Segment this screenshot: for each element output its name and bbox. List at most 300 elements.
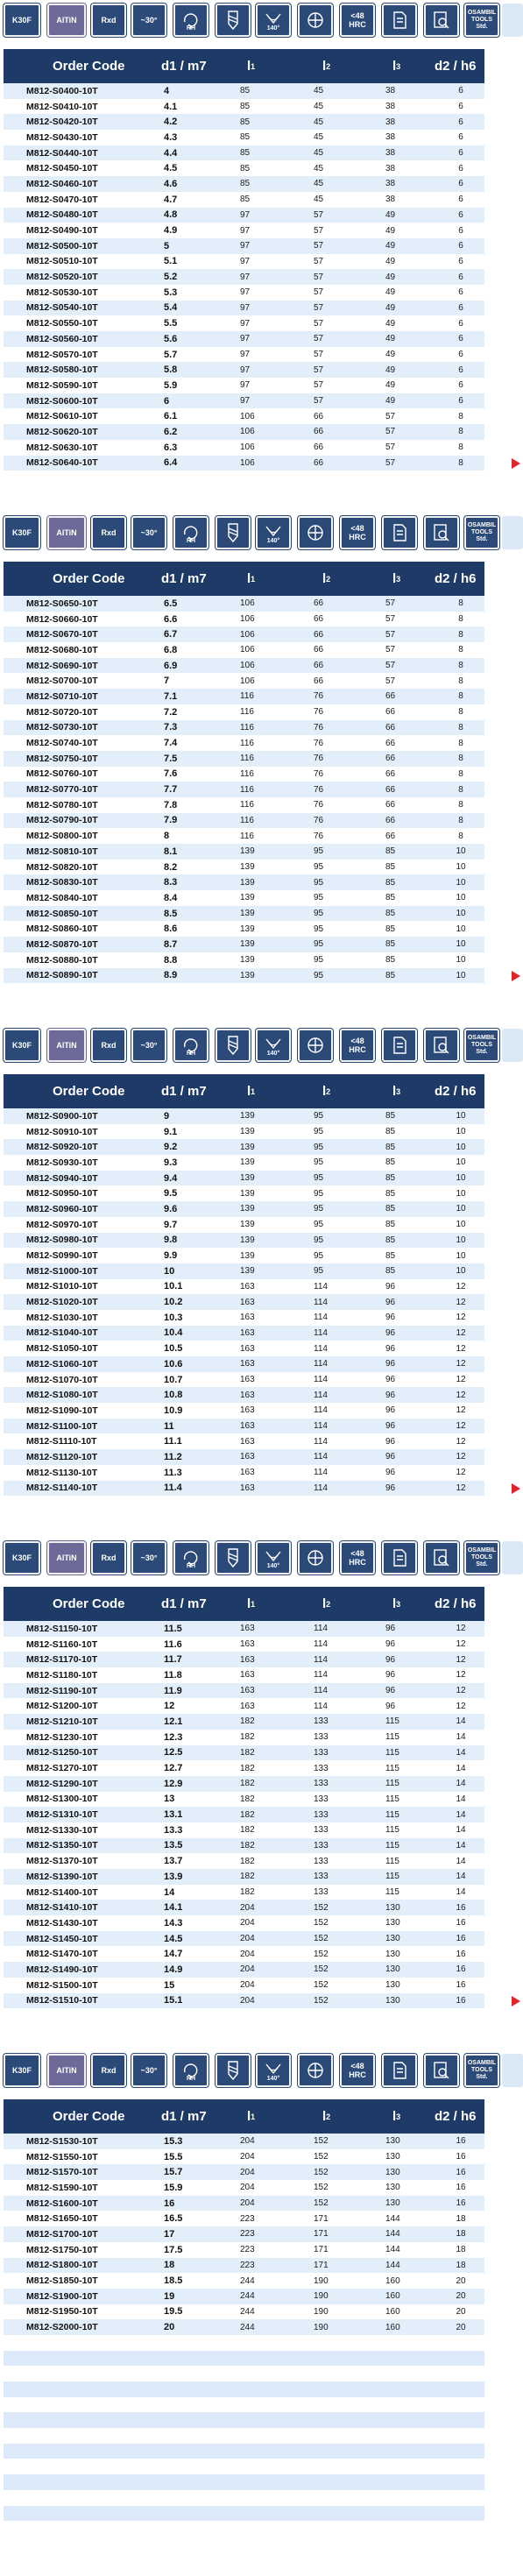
drill-glyph-icon [222, 9, 244, 32]
order-code-cell: M812-S1700-10T [26, 2228, 98, 2240]
d2-cell: 14 [456, 1763, 466, 1773]
table-row [4, 2242, 484, 2258]
d2-cell: 10 [456, 909, 466, 919]
table-row [4, 658, 484, 674]
right-hand-icon-label: RH [186, 1563, 196, 1569]
order-code-cell: M812-S1450-10T [26, 1933, 98, 1944]
l1-cell: 97 [240, 256, 251, 266]
l1-cell: 139 [240, 1157, 255, 1168]
d2-cell: 10 [456, 1235, 466, 1245]
table-row [4, 1279, 484, 1295]
d1-cell: 10.2 [164, 1297, 183, 1308]
l1-cell: 163 [240, 1343, 255, 1354]
table-row [4, 1326, 484, 1341]
order-code-cell: M812-S0620-10T [26, 426, 98, 437]
d2-cell: 16 [456, 1949, 466, 1959]
order-code-cell: M812-S0630-10T [26, 442, 98, 453]
order-code-cell: M812-S0690-10T [26, 660, 98, 671]
material-k30f-badge [4, 516, 40, 549]
d2-cell: 10 [456, 846, 466, 857]
table-row [4, 99, 484, 115]
document-icon [382, 4, 417, 37]
l1-cell: 139 [240, 1127, 255, 1137]
l3-cell: 85 [385, 862, 396, 873]
l2-cell: 133 [314, 1840, 329, 1851]
order-code-cell: M812-S1510-10T [26, 1995, 98, 2006]
table-row [4, 1263, 484, 1279]
l3-cell: 38 [385, 163, 396, 173]
l1-cell: 106 [240, 661, 255, 671]
right-hand-icon-label: RH [186, 2076, 196, 2082]
d2-cell: 10 [456, 893, 466, 903]
table-row [4, 828, 484, 844]
d2-cell: 6 [458, 380, 463, 391]
l3-cell: 115 [385, 1747, 399, 1758]
table-row [4, 1931, 484, 1947]
order-code-cell: M812-S0880-10T [26, 954, 98, 966]
l2-cell: 190 [314, 2306, 329, 2317]
d1-cell: 6.5 [164, 598, 178, 609]
inspection-icon [424, 1541, 459, 1575]
order-code-cell: M812-S0400-10T [26, 85, 98, 96]
inspection-icon [424, 516, 459, 549]
catalog-section [0, 2050, 523, 2563]
order-code-cell: M812-S0870-10T [26, 938, 98, 950]
l3-cell: 49 [385, 350, 396, 360]
d1-cell: 11.9 [164, 1685, 182, 1696]
d1-cell: 11.4 [164, 1483, 182, 1494]
d2-cell: 10 [456, 1111, 466, 1122]
header-l1: l 1 [247, 59, 256, 74]
hardness-badge [340, 2054, 375, 2087]
order-code-cell: M812-S0410-10T [26, 101, 98, 112]
l1-cell: 106 [240, 629, 255, 640]
order-code-cell: M812-S0860-10T [26, 924, 98, 935]
table-row [4, 192, 484, 208]
l3-cell: 85 [385, 939, 396, 950]
order-code-cell: M812-S1600-10T [26, 2197, 98, 2209]
order-code-cell: M812-S0970-10T [26, 1219, 98, 1230]
l2-cell: 95 [314, 1127, 324, 1137]
l1-cell: 182 [240, 1872, 255, 1882]
l3-cell: 130 [385, 2167, 400, 2177]
header-l3: l 3 [392, 2109, 401, 2124]
table-header [4, 562, 484, 596]
d1-cell: 9.8 [164, 1235, 178, 1246]
table-row [4, 1419, 484, 1434]
l1-cell: 85 [240, 179, 251, 189]
l2-cell: 66 [314, 427, 324, 437]
d2-cell: 12 [456, 1452, 466, 1462]
d2-cell: 20 [456, 2275, 466, 2286]
icon-bar [0, 1025, 523, 1065]
d1-cell: 5.1 [164, 256, 178, 267]
order-code-cell: M812-S0490-10T [26, 225, 98, 237]
helix-angle-badge [131, 1029, 166, 1062]
order-code-cell: M812-S0510-10T [26, 256, 98, 267]
l2-cell: 57 [314, 364, 324, 375]
l2-cell: 45 [314, 148, 324, 159]
d1-cell: 9 [164, 1110, 170, 1122]
l2-cell: 171 [314, 2229, 329, 2240]
catalog-section [0, 513, 523, 1025]
table-row [4, 2164, 484, 2180]
d2-cell: 12 [456, 1654, 466, 1665]
table-row [4, 689, 484, 704]
coolant-ring-glyph-icon [305, 1035, 326, 1056]
l3-cell: 49 [385, 380, 396, 391]
l3-cell: 66 [385, 722, 396, 732]
l1-cell: 139 [240, 1204, 255, 1214]
l1-cell: 163 [240, 1483, 255, 1493]
table-row [4, 2196, 484, 2212]
table-row [4, 315, 484, 331]
d2-cell: 12 [456, 1343, 466, 1354]
d2-cell: 12 [456, 1327, 466, 1338]
d1-cell: 8.2 [164, 861, 178, 873]
helix-angle-badge-text: ~30° [140, 1041, 158, 1050]
right-hand-icon [173, 4, 208, 37]
l2-cell: 114 [314, 1483, 328, 1493]
order-code-cell: M812-S1130-10T [26, 1467, 98, 1478]
coolant-ring-glyph-icon [305, 522, 326, 543]
d2-cell: 6 [458, 195, 463, 205]
d1-cell: 19 [164, 2290, 175, 2302]
l2-cell: 152 [314, 1964, 329, 1975]
l1-cell: 139 [240, 1220, 255, 1230]
l3-cell: 96 [385, 1359, 396, 1369]
empty-table-row [4, 2506, 484, 2522]
l1-cell: 106 [240, 457, 255, 468]
d2-cell: 6 [458, 102, 463, 112]
l1-cell: 97 [240, 396, 251, 407]
table-row [4, 145, 484, 161]
l2-cell: 57 [314, 209, 324, 220]
table-row [4, 114, 484, 130]
d2-cell: 10 [456, 1173, 466, 1184]
l1-cell: 163 [240, 1686, 255, 1696]
order-code-cell: M812-S1250-10T [26, 1747, 98, 1759]
l2-cell: 133 [314, 1747, 329, 1758]
d1-cell: 4.8 [164, 209, 178, 221]
l1-cell: 204 [240, 2136, 255, 2147]
table-row [4, 751, 484, 767]
order-code-cell: M812-S0680-10T [26, 644, 98, 655]
l1-cell: 223 [240, 2245, 255, 2255]
coolant-ring-glyph-icon [305, 2060, 326, 2081]
l1-cell: 116 [240, 707, 254, 718]
table-row [4, 952, 484, 968]
l2-cell: 114 [314, 1390, 328, 1400]
l3-cell: 57 [385, 614, 396, 625]
table-row [4, 968, 484, 984]
l2-cell: 95 [314, 1142, 324, 1152]
hardness-badge [340, 516, 375, 549]
l1-cell: 182 [240, 1887, 255, 1898]
l3-cell: 85 [385, 1250, 396, 1261]
d2-cell: 8 [458, 457, 463, 468]
material-k30f-badge [4, 1029, 40, 1062]
order-code-cell: M812-S1390-10T [26, 1871, 98, 1882]
l2-cell: 171 [314, 2260, 329, 2270]
empty-table-row [4, 2351, 484, 2367]
l3-cell: 96 [385, 1624, 396, 1634]
d1-cell: 11.1 [164, 1436, 182, 1447]
order-code-cell: M812-S1050-10T [26, 1343, 98, 1355]
header-d2: d2 / h6 [435, 1084, 477, 1099]
order-code-cell: M812-S0850-10T [26, 908, 98, 919]
d1-cell: 14.9 [164, 1964, 183, 1975]
table-row [4, 1185, 484, 1201]
l2-cell: 76 [314, 722, 324, 732]
empty-table-row [4, 2428, 484, 2444]
d2-cell: 8 [458, 614, 463, 625]
d1-cell: 8.8 [164, 954, 178, 966]
order-code-cell: M812-S0810-10T [26, 846, 98, 857]
d1-cell: 13.5 [164, 1840, 183, 1851]
order-code-cell: M812-S0760-10T [26, 768, 98, 780]
l1-cell: 139 [240, 1111, 255, 1122]
material-k30f-badge [4, 2054, 40, 2087]
header-l2: l 2 [322, 1084, 331, 1099]
hardness-badge [340, 4, 375, 37]
order-code-cell: M812-S1180-10T [26, 1669, 98, 1681]
order-code-cell: M812-S0980-10T [26, 1235, 98, 1246]
material-k30f-badge-text: K30F [11, 528, 32, 537]
l2-cell: 171 [314, 2213, 329, 2224]
order-code-cell: M812-S0580-10T [26, 364, 98, 376]
table-row [4, 393, 484, 409]
order-code-cell: M812-S0840-10T [26, 892, 98, 903]
l1-cell: 182 [240, 1716, 255, 1727]
l2-cell: 152 [314, 2198, 329, 2209]
l3-cell: 85 [385, 1111, 396, 1122]
l2-cell: 95 [314, 862, 324, 873]
table-row [4, 1387, 484, 1403]
table-row [4, 2149, 484, 2165]
l3-cell: 115 [385, 1872, 399, 1882]
l2-cell: 114 [314, 1670, 328, 1681]
d1-cell: 8.6 [164, 924, 178, 935]
point-angle-icon [256, 516, 291, 549]
point-angle-icon-label: 140° [266, 538, 280, 544]
l3-cell: 115 [385, 1779, 399, 1789]
header-d2: d2 / h6 [435, 1596, 477, 1611]
continue-arrow-icon [512, 971, 520, 981]
catalog-section [0, 1025, 523, 1538]
l1-cell: 182 [240, 1732, 255, 1743]
material-k30f-badge [4, 1541, 40, 1575]
d1-cell: 11 [164, 1420, 174, 1432]
l3-cell: 85 [385, 909, 396, 919]
order-code-cell: M812-S0960-10T [26, 1203, 98, 1214]
d1-cell: 7.6 [164, 768, 178, 780]
table-header [4, 1074, 484, 1108]
l3-cell: 49 [385, 364, 396, 375]
order-code-cell: M812-S0820-10T [26, 861, 98, 873]
order-code-cell: M812-S0920-10T [26, 1142, 98, 1153]
l3-cell: 115 [385, 1794, 399, 1804]
l1-cell: 223 [240, 2213, 255, 2224]
l2-cell: 95 [314, 1266, 324, 1277]
d2-cell: 6 [458, 132, 463, 143]
product-table [4, 49, 484, 471]
point-angle-icon [256, 1029, 291, 1062]
l1-cell: 97 [240, 209, 251, 220]
l1-cell: 116 [240, 768, 254, 779]
table-row [4, 331, 484, 347]
table-row [4, 362, 484, 378]
d2-cell: 6 [458, 334, 463, 344]
l1-cell: 106 [240, 614, 255, 625]
order-code-cell: M812-S1590-10T [26, 2182, 98, 2193]
order-code-cell: M812-S1470-10T [26, 1949, 98, 1960]
table-row [4, 1900, 484, 1915]
product-table [4, 562, 484, 983]
d2-cell: 18 [456, 2260, 466, 2270]
d2-cell: 6 [458, 302, 463, 313]
order-code-cell: M812-S0560-10T [26, 333, 98, 344]
table-header [4, 1587, 484, 1621]
l2-cell: 57 [314, 318, 324, 329]
table-row [4, 874, 484, 890]
inspection-icon [424, 1029, 459, 1062]
d1-cell: 10.3 [164, 1312, 183, 1323]
d1-cell: 4.2 [164, 117, 178, 128]
d2-cell: 8 [458, 427, 463, 437]
l3-cell: 130 [385, 2152, 400, 2162]
l2-cell: 152 [314, 2167, 329, 2177]
blank-badge [502, 4, 523, 37]
l1-cell: 97 [240, 350, 251, 360]
d1-cell: 9.6 [164, 1203, 178, 1214]
l1-cell: 97 [240, 225, 251, 236]
d2-cell: 12 [456, 1436, 466, 1447]
order-code-cell: M812-S1490-10T [26, 1964, 98, 1975]
l2-cell: 133 [314, 1887, 329, 1898]
edge-rxd-badge-text: Rxd [101, 528, 117, 537]
l2-cell: 95 [314, 846, 324, 857]
l1-cell: 116 [240, 800, 254, 810]
table-row [4, 1108, 484, 1124]
coating-altin-badge [47, 1541, 86, 1575]
d2-cell: 10 [456, 1188, 466, 1199]
l1-cell: 116 [240, 815, 254, 825]
l2-cell: 152 [314, 1980, 329, 1991]
l2-cell: 190 [314, 2291, 329, 2302]
d2-cell: 12 [456, 1421, 466, 1432]
helix-angle-badge [131, 2054, 166, 2087]
table-row [4, 767, 484, 782]
edge-rxd-badge [91, 4, 126, 37]
d2-cell: 16 [456, 1902, 466, 1913]
d2-cell: 12 [456, 1297, 466, 1307]
right-hand-icon-label: RH [186, 538, 196, 544]
icon-bar [0, 1538, 523, 1578]
l2-cell: 133 [314, 1732, 329, 1743]
d1-cell: 15.9 [164, 2182, 183, 2193]
d2-cell: 16 [456, 1964, 466, 1975]
l3-cell: 38 [385, 195, 396, 205]
table-row [4, 269, 484, 285]
d2-cell: 12 [456, 1390, 466, 1400]
l1-cell: 85 [240, 86, 251, 96]
l2-cell: 95 [314, 1188, 324, 1199]
table-row [4, 254, 484, 270]
d2-cell: 6 [458, 272, 463, 282]
table-row [4, 1652, 484, 1667]
d1-cell: 14.5 [164, 1933, 183, 1944]
l1-cell: 85 [240, 117, 251, 127]
l2-cell: 76 [314, 800, 324, 810]
order-code-cell: M812-S1550-10T [26, 2151, 98, 2162]
l2-cell: 57 [314, 287, 324, 298]
l1-cell: 139 [240, 846, 255, 857]
header-l2: l 2 [322, 571, 331, 586]
document-glyph-icon [391, 522, 408, 543]
order-code-cell: M812-S0900-10T [26, 1110, 98, 1122]
l1-cell: 163 [240, 1436, 255, 1447]
table-row [4, 1372, 484, 1388]
l3-cell: 85 [385, 1188, 396, 1199]
standard-badge [464, 2054, 499, 2087]
l2-cell: 45 [314, 195, 324, 205]
edge-rxd-badge-text: Rxd [101, 16, 117, 25]
document-glyph-icon [391, 1547, 408, 1568]
standard-badge-text: OSAMBIL TOOLS Std. [467, 1035, 497, 1055]
l3-cell: 115 [385, 1809, 399, 1820]
right-hand-icon [173, 1541, 208, 1575]
order-code-cell: M812-S1500-10T [26, 1979, 98, 1991]
l1-cell: 116 [240, 722, 254, 732]
helix-angle-badge [131, 516, 166, 549]
l3-cell: 85 [385, 1173, 396, 1184]
order-code-cell: M812-S1140-10T [26, 1483, 98, 1494]
table-row [4, 2211, 484, 2226]
l1-cell: 244 [240, 2275, 255, 2286]
l2-cell: 152 [314, 1934, 329, 1944]
table-header [4, 49, 484, 83]
table-row [4, 1171, 484, 1186]
l1-cell: 204 [240, 1980, 255, 1991]
l1-cell: 163 [240, 1670, 255, 1681]
l3-cell: 96 [385, 1297, 396, 1307]
order-code-cell: M812-S2000-10T [26, 2322, 98, 2333]
l1-cell: 204 [240, 1964, 255, 1975]
table-row [4, 1745, 484, 1761]
d1-cell: 18.5 [164, 2275, 183, 2287]
hardness-badge-text: <48 HRC [349, 524, 366, 541]
d2-cell: 18 [456, 2229, 466, 2240]
table-row [4, 1465, 484, 1481]
d1-cell: 13.9 [164, 1871, 183, 1882]
d1-cell: 8 [164, 831, 170, 842]
order-code-cell: M812-S1850-10T [26, 2275, 98, 2287]
table-row [4, 673, 484, 689]
coating-altin-badge-text: AlTiN [56, 1041, 77, 1050]
l2-cell: 76 [314, 754, 324, 764]
coolant-ring-icon [298, 1029, 333, 1062]
l1-cell: 139 [240, 970, 255, 980]
order-code-cell: M812-S0830-10T [26, 877, 98, 888]
d2-cell: 12 [456, 1639, 466, 1650]
d2-cell: 8 [458, 691, 463, 702]
table-header [4, 2099, 484, 2134]
drill-glyph-icon [222, 521, 244, 544]
coating-altin-badge [47, 1029, 86, 1062]
l2-cell: 57 [314, 272, 324, 282]
l1-cell: 116 [240, 784, 254, 795]
